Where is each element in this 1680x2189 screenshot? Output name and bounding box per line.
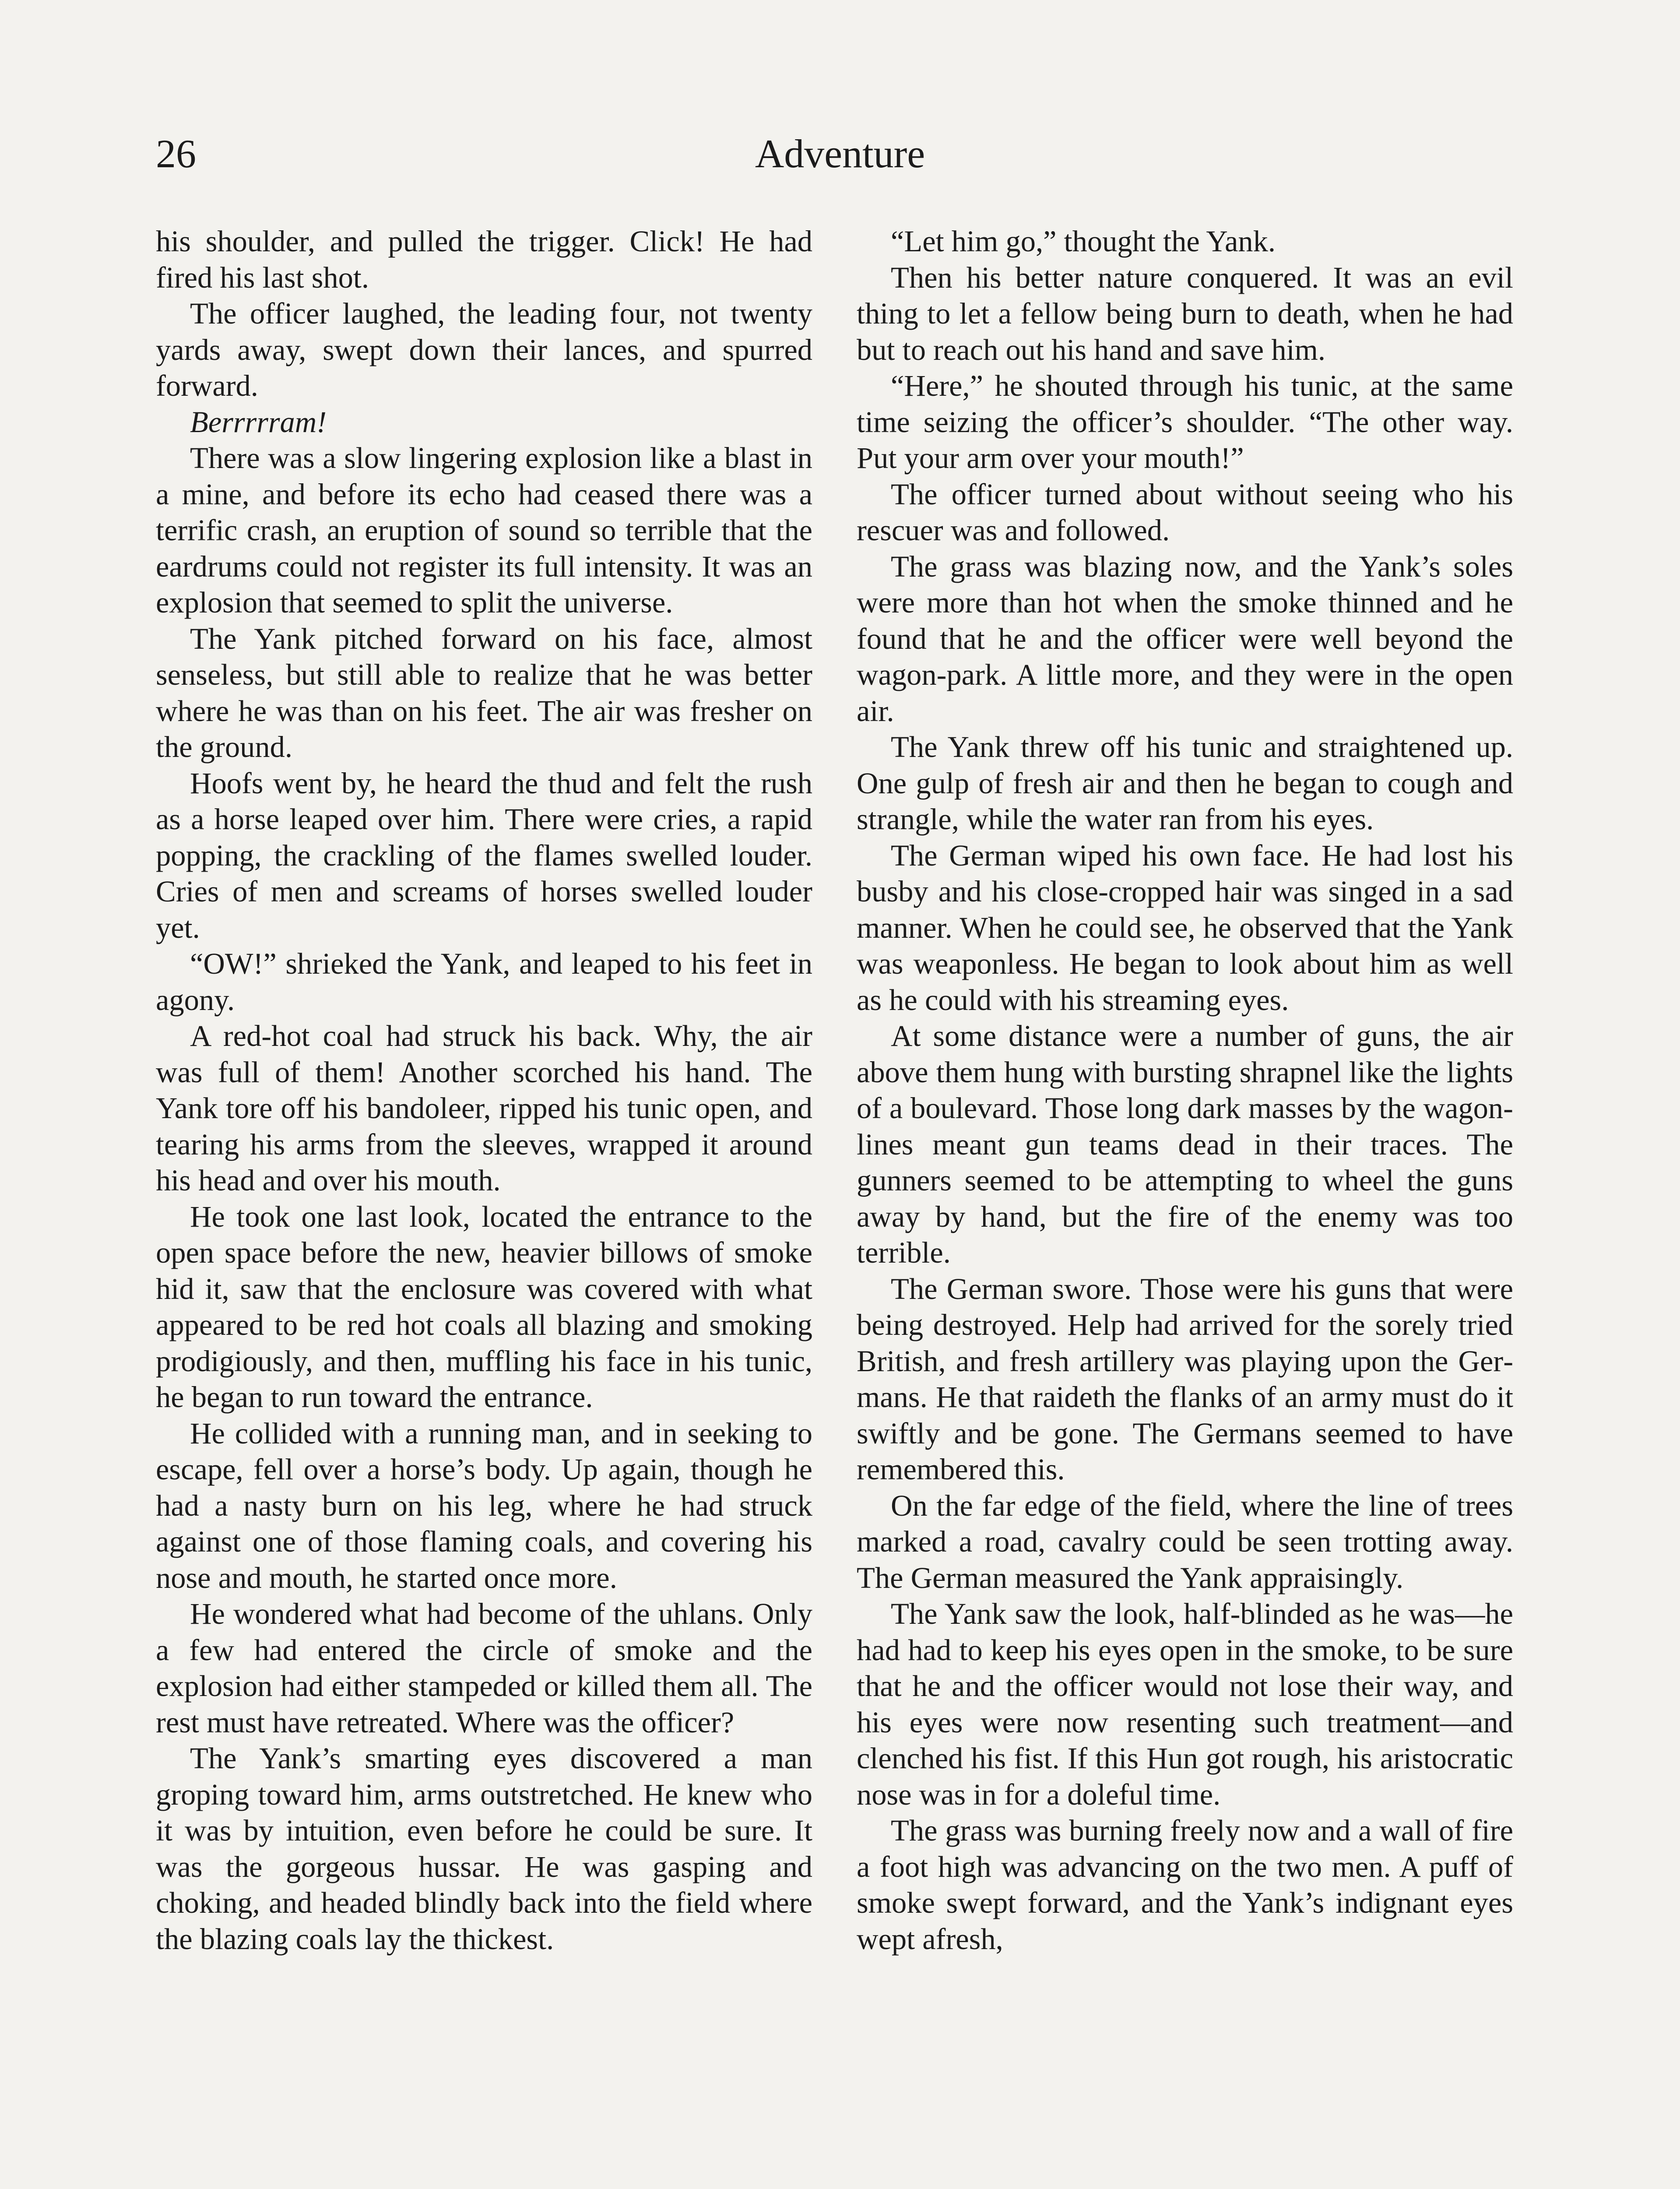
paragraph: A red-hot coal had struck his back. Why, the air was full of them! Another scorched his hand. The Yank tore off his bandoleer, ripped his tunic open, and tearing his arms from the sleeves, wrapped it around his head and over his mouth. [156,1019,812,1197]
paragraph: The grass was blazing now, and the Yank’s soles were more than hot when the smoke thinned and he found that he and the officer were well beyond the wagon-park. A little more, and they were in the open air. [857,549,1513,728]
paragraph: The German swore. Those were his guns that were being destroyed. Help had arrived for the sorely tried British, and fresh artillery was playing upon the Germans. He that raideth the flanks of an army must do it swiftly and be gone. The Germans seemed to have remembered this. [857,1272,1513,1486]
left-column [156,223,812,1957]
paragraph: The Yank saw the look, half-blinded as he was—he had had to keep his eyes open in the smoke, to be sure that he and the officer would not lose their way, and his eyes were now resenting such treatment—and clenched his fist. If this Hun got rough, his aristocratic nose was in for a doleful time. [857,1597,1513,1811]
paragraph: The grass was burning freely now and a wall of fire a foot high was advancing on the two men. A puff of smoke swept forward, and the Yank’s indignant eyes wept afresh, [857,1814,1513,1956]
right-column [857,223,1513,1957]
running-title: Adventure [755,131,925,176]
paragraph: “Here,” he shouted through his tunic, at the same time seizing the officer’s shoulder. “The other way. Put your arm over your mouth!” [857,369,1513,475]
paragraph: his shoulder, and pulled the trigger. Click! He had fired his last shot. [156,225,812,294]
paragraph: The officer turned about without seeing who his rescuer was and followed. [857,477,1513,547]
paragraph: He collided with a running man, and in seeking to escape, fell over a horse’s body. Up again, though he had a nasty burn on his leg, where he had struck against one of those flaming coals, and covering his nose and mouth, he started once more. [156,1416,812,1594]
paragraph: The German wiped his own face. He had lost his busby and his close-cropped hair was singed in a sad manner. When he could see, he observed that the Yank was weaponless. He began to look about him as well as he could with his streaming eyes. [857,838,1513,1017]
paragraph: The Yank threw off his tunic and straightened up. One gulp of fresh air and then he began to cough and strangle, while the water ran from his eyes. [857,730,1513,836]
paragraph: He took one last look, located the entrance to the open space before the new, heavier billows of smoke hid it, saw that the enclosure was covered with what appeared to be red hot coals all blazing and smoking prodigiously, and then, muffling his face in his tunic, he began to run toward the entrance. [156,1200,812,1414]
paragraph: He wondered what had become of the uhlans. Only a few had entered the circle of smoke and the explosion had either stampeded or killed them all. The rest must have retreated. Where was the officer? [156,1597,812,1739]
paragraph: Berrrrram! [190,405,327,439]
paragraph: Hoofs went by, he heard the thud and felt the rush as a horse leaped over him. There were cries, a rapid popping, the crackling of the flames swelled louder. Cries of men and screams of horses swelled louder yet. [156,766,812,944]
paragraph: At some distance were a number of guns, the air above them hung with bursting shrapnel like the lights of a boulevard. Those long dark masses by the wagon-lines meant gun teams dead in their traces. The gunners seemed to be attempting to wheel the guns away by hand, but the fire of the enemy was too terrible. [857,1019,1513,1269]
paragraph: “Let him go,” thought the Yank. [891,225,1276,258]
paragraph: The officer laughed, the leading four, not twenty yards away, swept down their lances, and spurred forward. [156,297,812,402]
paragraph: Then his better nature conquered. It was an evil thing to let a fellow being burn to death, when he had but to reach out his hand and save him. [857,260,1513,366]
paragraph: “OW!” shrieked the Yank, and leaped to his feet in agony. [156,947,812,1017]
paragraph: There was a slow lingering explosion like a blast in a mine, and before its echo had ceased there was a terrific crash, an eruption of sound so terrible that the eardrums could not register its full intensity. It was an explosion that seemed to split the universe. [156,441,812,619]
paragraph: On the far edge of the field, where the line of trees marked a road, cavalry could be seen trotting away. The German measured the Yank appraisingly. [857,1489,1513,1594]
page-number: 26 [156,131,196,176]
paragraph: The Yank pitched forward on his face, almost senseless, but still able to realize that he was better where he was than on his feet. The air was fresher on the ground. [156,622,812,764]
paragraph: The Yank’s smarting eyes discovered a man groping toward him, arms outstretched. He knew who it was by intuition, even before he could be sure. It was the gorgeous hussar. He was gasping and choking, and headed blindly back into the field where the blazing coals lay the thickest. [156,1742,812,1956]
